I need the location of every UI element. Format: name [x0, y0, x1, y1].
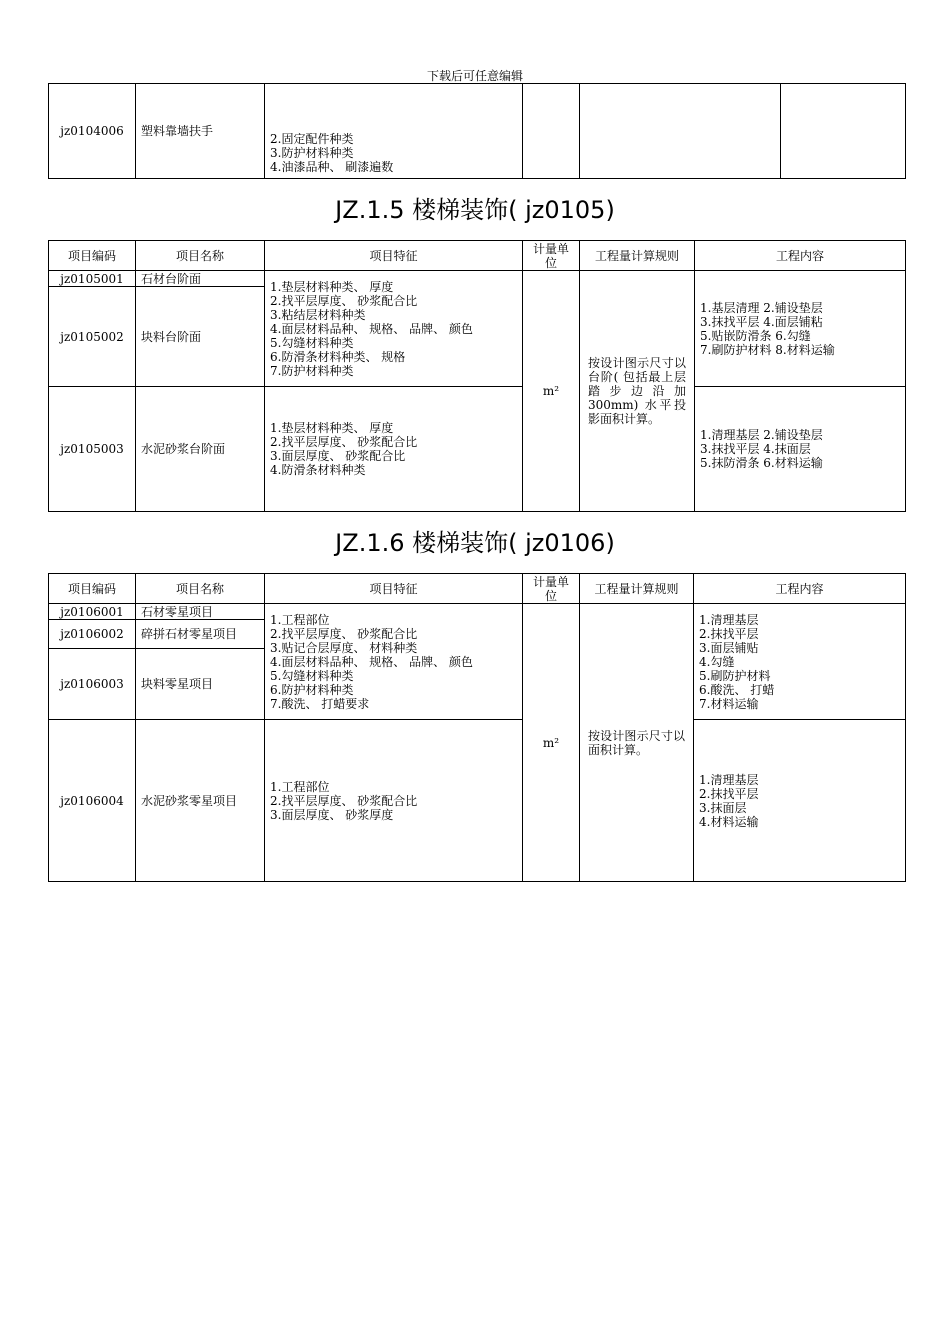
table-jz0105 [48, 240, 906, 512]
item-content: 1.基层清理 2.铺设垫层 3.抹找平层 4.面层铺粘 5.贴嵌防滑条 6.勾缝 7.刷防护材料 8.材料运输 [695, 271, 906, 387]
header-name: 项目名称 [136, 241, 265, 271]
item-name: 块料台阶面 [136, 287, 265, 387]
item-features: 1.垫层材料种类、 厚度 2.找平层厚度、 砂浆配合比 3.粘结层材料种类 4.面层材料品种、 规格、 品牌、 颜色 5.勾缝材料种类 6.防滑条材料种类、 规格 7.防护材料种类 [265, 271, 523, 387]
header-features: 项目特征 [265, 574, 523, 604]
item-name: 石材零星项目 [136, 604, 265, 620]
header-unit: 计量单位 [523, 574, 580, 604]
item-rule: 按设计图示尺寸以台阶( 包括最上层踏步边沿加 300mm) 水平投影面积计算。 [580, 271, 695, 512]
item-content: 1.清理基层 2.抹找平层 3.面层铺贴 4.勾缝 5.刷防护材料 6.酸洗、 打蜡 7.材料运输 [694, 604, 906, 720]
table-header-row [49, 574, 906, 604]
section-title-jz0105: JZ.1.5 楼梯装饰( jz0105) [335, 196, 615, 224]
table-prev [48, 83, 906, 179]
item-code: jz0104006 [49, 84, 136, 179]
item-code: jz0105003 [49, 387, 136, 512]
item-rule [580, 84, 781, 179]
header-code: 项目编码 [49, 241, 136, 271]
header-name: 项目名称 [136, 574, 265, 604]
table-header-row [49, 241, 906, 271]
section-title-jz0106: JZ.1.6 楼梯装饰( jz0106) [335, 529, 615, 557]
item-features: 1.工程部位 2.找平层厚度、 砂浆配合比 3.面层厚度、 砂浆厚度 [265, 720, 523, 882]
header-features: 项目特征 [265, 241, 523, 271]
item-features: 1.工程部位 2.找平层厚度、 砂浆配合比 3.贴记合层厚度、 材料种类 4.面层材料品种、 规格、 品牌、 颜色 5.勾缝材料种类 6.防护材料种类 7.酸洗、 打蜡要求 [265, 604, 523, 720]
header-note: 下载后可任意编辑 [426, 69, 523, 83]
header-code: 项目编码 [49, 574, 136, 604]
item-code: jz0106004 [49, 720, 136, 882]
item-name: 塑料靠墙扶手 [136, 84, 265, 179]
item-content: 1.清理基层 2.抹找平层 3.抹面层 4.材料运输 [694, 720, 906, 882]
table-row [49, 271, 906, 287]
item-rule: 按设计图示尺寸以面积计算。 [580, 604, 694, 882]
header-content: 工程内容 [694, 574, 906, 604]
item-code: jz0106001 [49, 604, 136, 620]
item-unit [523, 84, 580, 179]
header-rule: 工程量计算规则 [580, 574, 694, 604]
item-code: jz0106003 [49, 649, 136, 720]
item-features: 1.垫层材料种类、 厚度 2.找平层厚度、 砂浆配合比 3.面层厚度、 砂浆配合比 4.防滑条材料种类 [265, 387, 523, 512]
item-name: 石材台阶面 [136, 271, 265, 287]
item-name: 块料零星项目 [136, 649, 265, 720]
table-row [49, 720, 906, 882]
item-unit: m² [523, 604, 580, 882]
item-code: jz0106002 [49, 620, 136, 649]
item-content: 1.清理基层 2.铺设垫层 3.抹找平层 4.抹面层 5.抹防滑条 6.材料运输 [695, 387, 906, 512]
item-name: 水泥砂浆台阶面 [136, 387, 265, 512]
header-rule: 工程量计算规则 [580, 241, 695, 271]
item-content [781, 84, 906, 179]
table-row [49, 84, 906, 179]
header-unit: 计量单位 [523, 241, 580, 271]
table-row [49, 387, 906, 512]
table-row [49, 604, 906, 620]
item-features: 2.固定配件种类 3.防护材料种类 4.油漆品种、 刷漆遍数 [265, 84, 523, 179]
item-code: jz0105001 [49, 271, 136, 287]
item-code: jz0105002 [49, 287, 136, 387]
item-unit: m² [523, 271, 580, 512]
table-jz0106 [48, 573, 906, 882]
item-name: 水泥砂浆零星项目 [136, 720, 265, 882]
header-content: 工程内容 [695, 241, 906, 271]
item-name: 碎拼石材零星项目 [136, 620, 265, 649]
